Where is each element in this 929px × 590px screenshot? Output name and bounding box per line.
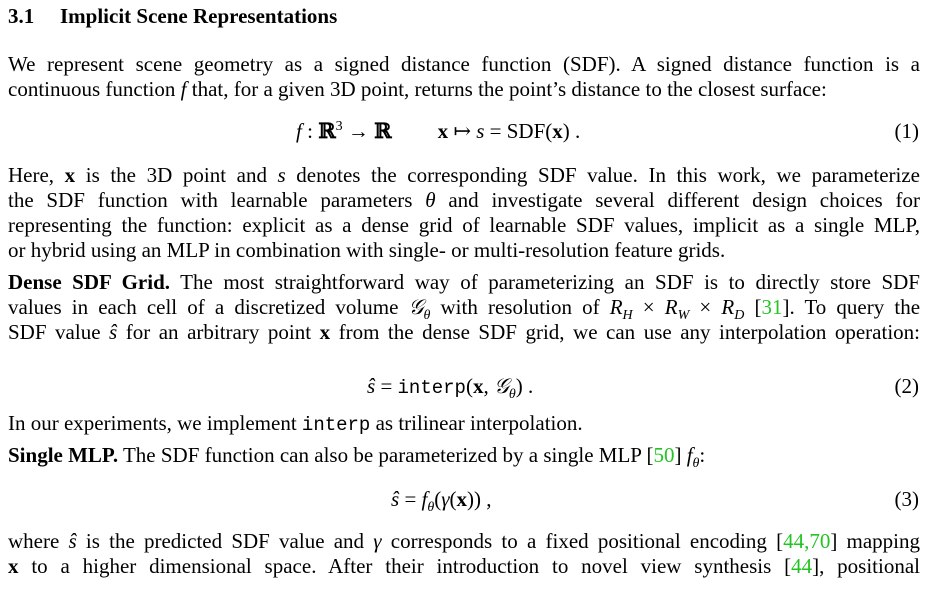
math-vec: x: [437, 119, 449, 143]
paragraph-heading: Single MLP.: [8, 443, 119, 467]
equation-2: [0, 372, 929, 403]
math-var: γ: [373, 529, 382, 553]
math-op: )) ,: [467, 487, 492, 511]
math-symbol: ℝ: [318, 118, 336, 143]
math-var: 𝒢: [408, 295, 424, 319]
text-run: to a higher dimensional space. After their introduction to novel view synthesis [: [18, 554, 792, 578]
para2-line4: or hybrid using an MLP in combination with single- or multi-resolution feature grids.: [8, 238, 726, 262]
text-run: ], positional: [812, 554, 921, 578]
equation-1-body: [296, 117, 580, 145]
citation-link[interactable]: 31: [761, 295, 783, 319]
citation-link[interactable]: 44: [791, 554, 813, 578]
text-run: ] mapping: [830, 529, 921, 553]
math-sub: θ: [423, 308, 431, 324]
text-run: that, for a given 3D point, returns the point’s distance to the closest surface:: [186, 77, 827, 101]
math-vec: x: [552, 119, 563, 143]
equation-1-number: (1): [894, 119, 919, 143]
paragraph-heading: Dense SDF Grid.: [8, 270, 171, 294]
text-run: SDF value: [8, 320, 110, 344]
math-var: s: [476, 119, 485, 143]
section-title: Implicit Scene Representations: [60, 4, 338, 28]
math-op: (: [465, 374, 473, 398]
para4-line1: [8, 529, 920, 554]
text-run: is the predicted SDF value and: [76, 529, 374, 553]
text-run: where: [8, 529, 69, 553]
math-var: R: [664, 295, 678, 319]
equation-3-number: (3): [894, 487, 919, 511]
math-sub: θ: [692, 456, 700, 472]
text-run: is the 3D point and: [75, 163, 278, 187]
text-run: ]: [674, 443, 687, 467]
text-run: The SDF function can also be parameterized by a single MLP [: [118, 443, 654, 467]
citation-link[interactable]: 44: [783, 529, 805, 553]
text-run: for an arbitrary point: [117, 320, 320, 344]
text-run: corresponds to a fixed positional encoding [: [381, 529, 784, 553]
text-run: ]. To query the: [782, 295, 921, 319]
math-function: interp: [397, 377, 466, 399]
para2-line2: [8, 188, 920, 213]
math-op: (: [449, 487, 457, 511]
section-number: 3.1: [8, 4, 35, 28]
text-run: values in each cell of a discretized volume: [8, 295, 409, 319]
math-op: ×: [632, 295, 665, 319]
math-op: →: [342, 119, 375, 143]
single-mlp-line1: [8, 443, 920, 472]
math-function: interp: [301, 414, 371, 436]
citation-separator: ,: [804, 529, 810, 553]
para1-line2: [8, 77, 920, 102]
math-symbol: ℝ: [374, 118, 392, 143]
text-run: from the dense SDF grid, we can use any interpolation operation:: [330, 320, 920, 344]
math-sub: θ: [508, 387, 516, 403]
dense-line1: [8, 270, 920, 295]
math-sub: θ: [427, 500, 435, 516]
text-run: with resolution of: [430, 295, 610, 319]
math-vec: x: [319, 320, 331, 344]
math-vec: x: [8, 554, 19, 578]
math-op: (: [434, 487, 442, 511]
math-vec: x: [456, 487, 468, 511]
math-var: ŝ: [391, 487, 400, 511]
math-var: γ: [441, 487, 450, 511]
para4-line2: [8, 554, 920, 579]
equation-3-body: [391, 485, 492, 516]
math-var: R: [609, 295, 623, 319]
equation-2-number: (2): [894, 374, 919, 398]
para2-line1: [8, 163, 920, 188]
text-run: as trilinear interpolation.: [370, 411, 583, 435]
dense-line2: [8, 295, 921, 324]
math-var: 𝒢: [493, 374, 509, 398]
math-op: = SDF(: [484, 119, 553, 143]
math-op: =: [375, 374, 398, 398]
para1-line1: We represent scene geometry as a signed distance function (SDF). A signed distance function is a: [8, 52, 920, 76]
math-op: ↦: [448, 119, 477, 143]
dense-line3: [8, 320, 920, 345]
math-sub: W: [677, 308, 690, 324]
section-heading: [8, 4, 337, 29]
text-run: Here,: [8, 163, 65, 187]
math-op: =: [399, 487, 422, 511]
text-run: and investigate several different design choices for: [435, 188, 920, 212]
text-run: denotes the corresponding SDF value. In this work, we parameterize: [285, 163, 920, 187]
math-sub: H: [622, 308, 633, 324]
math-op: ×: [689, 295, 722, 319]
math-var: ŝ: [109, 320, 118, 344]
math-var: s: [277, 163, 286, 187]
math-op: ) .: [562, 119, 581, 143]
math-var: f: [421, 487, 428, 511]
math-var: θ: [425, 188, 436, 212]
math-var: ŝ: [367, 374, 376, 398]
math-op: ,: [483, 374, 494, 398]
citation-link[interactable]: 70: [809, 529, 831, 553]
math-var: f: [686, 443, 693, 467]
math-op: :: [301, 119, 319, 143]
equation-1: [0, 117, 929, 145]
math-vec: x: [64, 163, 76, 187]
text-run: The most straightforward way of parameterizing an SDF is to directly store SDF: [170, 270, 920, 294]
text-run: In our experiments, we implement: [8, 411, 302, 435]
math-var: R: [721, 295, 735, 319]
text-run: :: [699, 443, 706, 467]
math-vec: x: [472, 374, 484, 398]
para3-line1: [8, 411, 920, 436]
math-op: ) .: [515, 374, 534, 398]
citation-link[interactable]: 50: [653, 443, 675, 467]
text-run: the SDF function with learnable parameters: [8, 188, 426, 212]
para2-line3: representing the function: explicit as a dense grid of learnable SDF values, implicit as a single MLP,: [8, 213, 920, 237]
math-var: f: [180, 77, 187, 101]
text-run: [: [744, 295, 762, 319]
equation-3: [0, 485, 929, 516]
math-sub: D: [734, 308, 745, 324]
equation-2-body: [367, 372, 533, 402]
math-sup: 3: [335, 119, 343, 134]
math-var: f: [296, 119, 302, 143]
math-var: ŝ: [68, 529, 77, 553]
text-run: continuous function: [8, 77, 181, 101]
